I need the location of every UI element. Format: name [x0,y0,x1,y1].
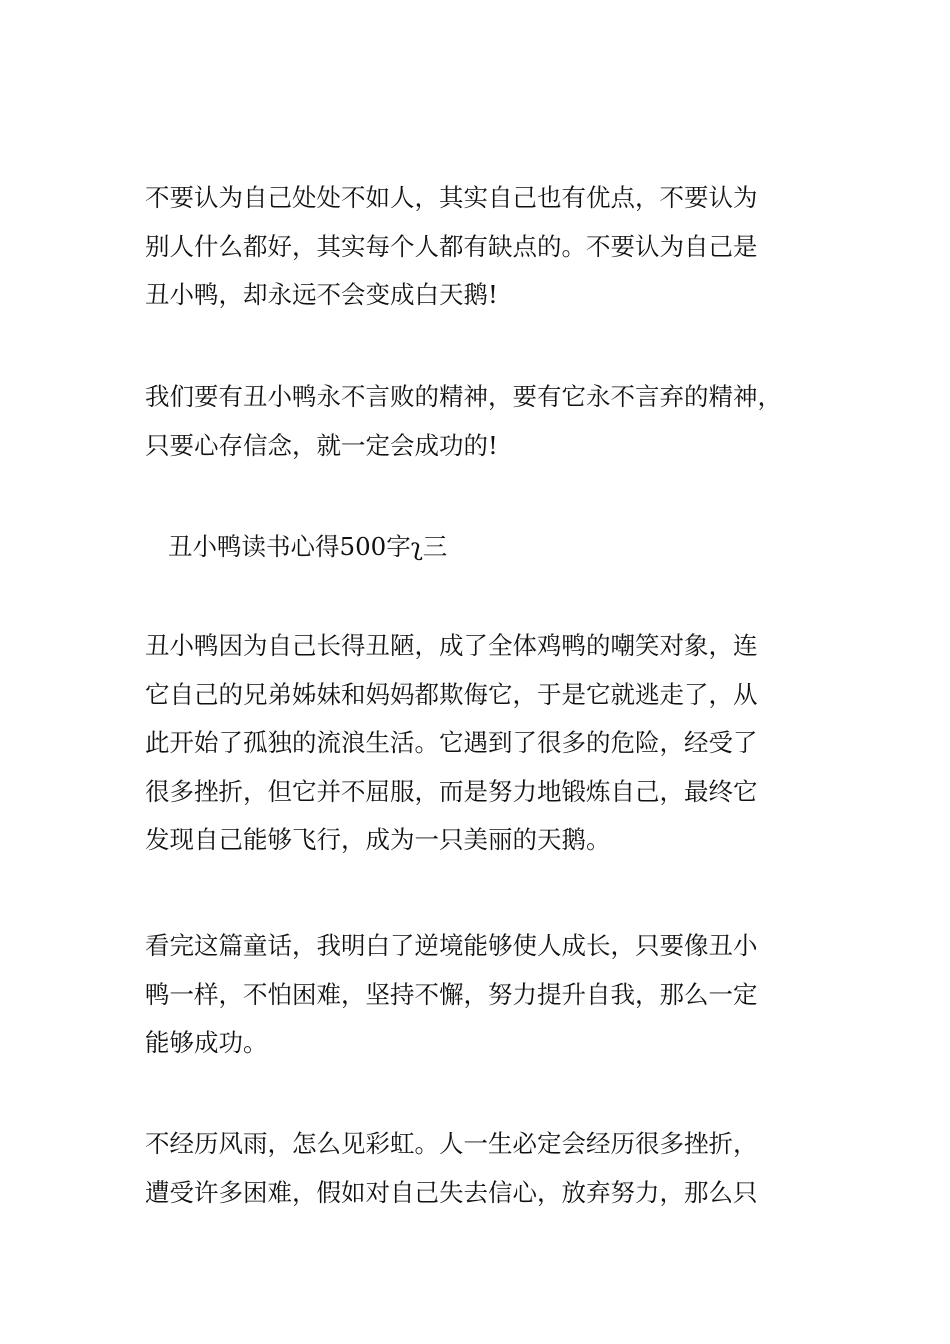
paragraph-2 [145,373,825,470]
paragraph-3 [145,622,825,865]
text-line: 它自己的兄弟姊妹和妈妈都欺侮它，于是它就逃走了，从 [145,679,758,709]
text-line: 别人什么都好，其实每个人都有缺点的。不要认为自己是 [145,231,758,261]
paragraph-4 [145,922,825,1068]
text-line: 遭受许多困难，假如对自己失去信心，放弃努力，那么只 [145,1177,758,1207]
text-line: 此开始了孤独的流浪生活。它遇到了很多的危险，经受了 [145,728,758,757]
text-line: 不要认为自己处处不如人，其实自己也有优点，不要认为 [145,183,758,212]
text-line: 不经历风雨，怎么见彩虹。人一生必定会经历很多挫折， [145,1129,758,1158]
text-line: 丑小鸭因为自己长得丑陋，成了全体鸡鸭的嘲笑对象，连 [145,631,758,660]
text-line: 很多挫折，但它并不屈服，而是努力地锻炼自己，最终它 [145,776,758,806]
text-line: 丑小鸭，却永远不会变成白天鹅! [145,280,498,309]
text-line: 能够成功。 [145,1028,268,1057]
paragraph-5 [145,1120,825,1217]
paragraph-1 [145,174,825,320]
text-line: 发现自己能够飞行，成为一只美丽的天鹅。 [145,825,611,854]
text-line: 我们要有丑小鸭永不言败的精神，要有它永不言弃的精神， [145,382,782,411]
text-line: 只要心存信念，就一定会成功的! [145,430,498,460]
text-line: 看完这篇童话，我明白了逆境能够使人成长，只要像丑小 [145,931,758,960]
section-heading: 丑小鸭读书心得500字ʅ三 [168,532,448,561]
text-line: 鸭一样，不怕困难，坚持不懈，努力提升自我，那么一定 [145,979,758,1009]
